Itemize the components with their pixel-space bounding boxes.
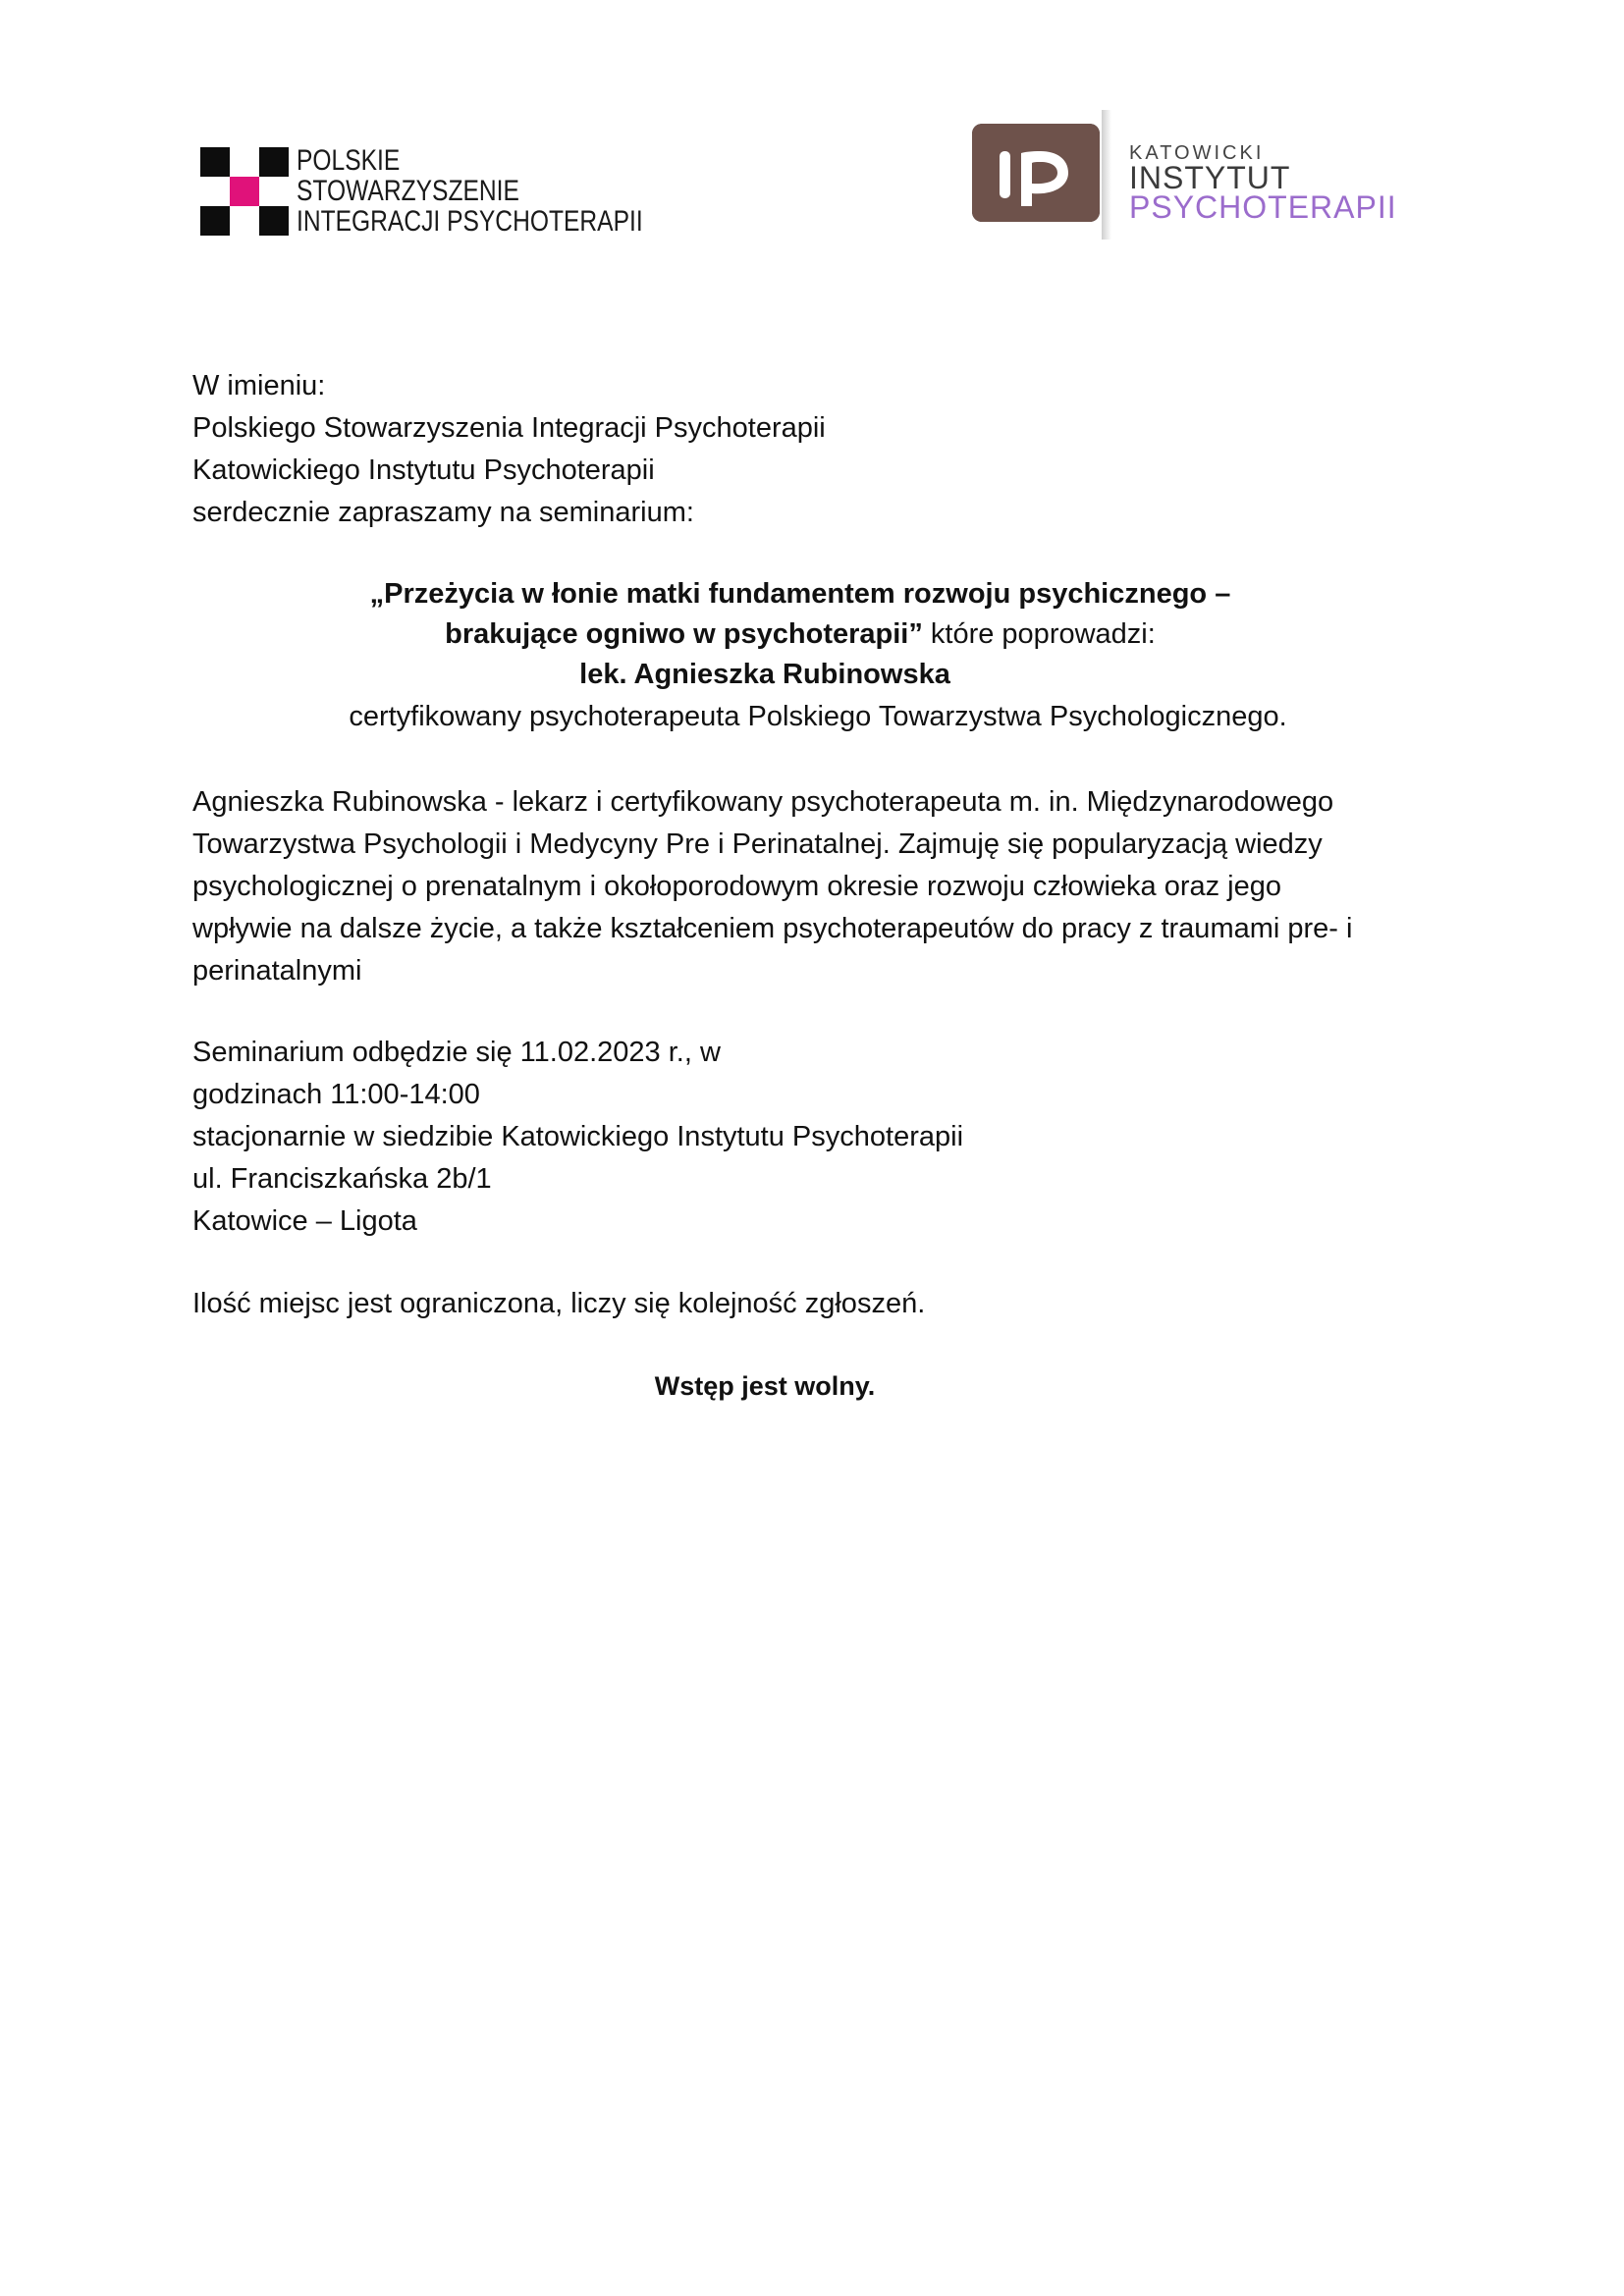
bio-line-1: Agnieszka Rubinowska - lekarz i certyfikowany psychoterapeuta m. in. Międzynarodowego [192, 786, 1334, 818]
notice-text: Ilość miejsc jest ograniczona, liczy się kolejność zgłoszeń. [192, 1288, 926, 1319]
bio-line-4: wpływie na dalsze życie, a także kształceniem psychoterapeutów do pracy z traumami pre- i [192, 913, 1353, 944]
bio-line-2: Towarzystwa Psychologii i Medycyny Pre i Perinatalnej. Zajmuję się popularyzacją wiedzy [192, 828, 1323, 860]
speaker-role: certyfikowany psychoterapeuta Polskiego Towarzystwa Psychologicznego. [349, 701, 1287, 732]
seminar-title-line-1: „Przeżycia w łonie matki fundamentem rozwoju psychicznego – [369, 578, 1231, 610]
pspi-logo [200, 144, 652, 241]
details-line-5: Katowice – Ligota [192, 1205, 417, 1237]
pspi-logo-line-2: STOWARZYSZENIE [297, 175, 519, 207]
bio-line-3: psychologicznej o prenatalnym i okołoporodowym okresie rozwoju człowieka oraz jego [192, 871, 1281, 902]
seminar-title-bold: brakujące ogniwo w psychoterapii” [445, 618, 923, 650]
seminar-title-rest: które poprowadzi: [922, 618, 1156, 650]
free-entry-text: Wstęp jest wolny. [654, 1371, 876, 1401]
kip-logo [972, 106, 1434, 243]
pspi-logo-line-3: INTEGRACJI PSYCHOTERAPII [297, 205, 643, 238]
ip-mark-icon [972, 124, 1100, 222]
intro-line-4: serdecznie zapraszamy na seminarium: [192, 497, 694, 528]
details-line-1: Seminarium odbędzie się 11.02.2023 r., w [192, 1037, 721, 1068]
checker-logo-icon [200, 147, 289, 238]
kip-logo-line-1: KATOWICKI [1129, 142, 1265, 164]
kip-logo-line-2: INSTYTUT [1129, 160, 1291, 195]
kip-logo-line-3: PSYCHOTERAPII [1129, 189, 1397, 225]
intro-line-2: Polskiego Stowarzyszenia Integracji Psychoterapii [192, 412, 826, 444]
speaker-name: lek. Agnieszka Rubinowska [579, 659, 950, 690]
logo-divider [1102, 110, 1111, 240]
bio-line-5: perinatalnymi [192, 955, 362, 987]
pspi-logo-line-1: POLSKIE [297, 144, 401, 177]
details-line-2: godzinach 11:00-14:00 [192, 1079, 480, 1110]
details-line-3: stacjonarnie w siedzibie Katowickiego Instytutu Psychoterapii [192, 1121, 964, 1152]
seminar-title-line-2 [0, 614, 1612, 655]
intro-line-1: W imieniu: [192, 370, 326, 401]
details-line-4: ul. Franciszkańska 2b/1 [192, 1163, 492, 1195]
intro-line-3: Katowickiego Instytutu Psychoterapii [192, 454, 655, 486]
